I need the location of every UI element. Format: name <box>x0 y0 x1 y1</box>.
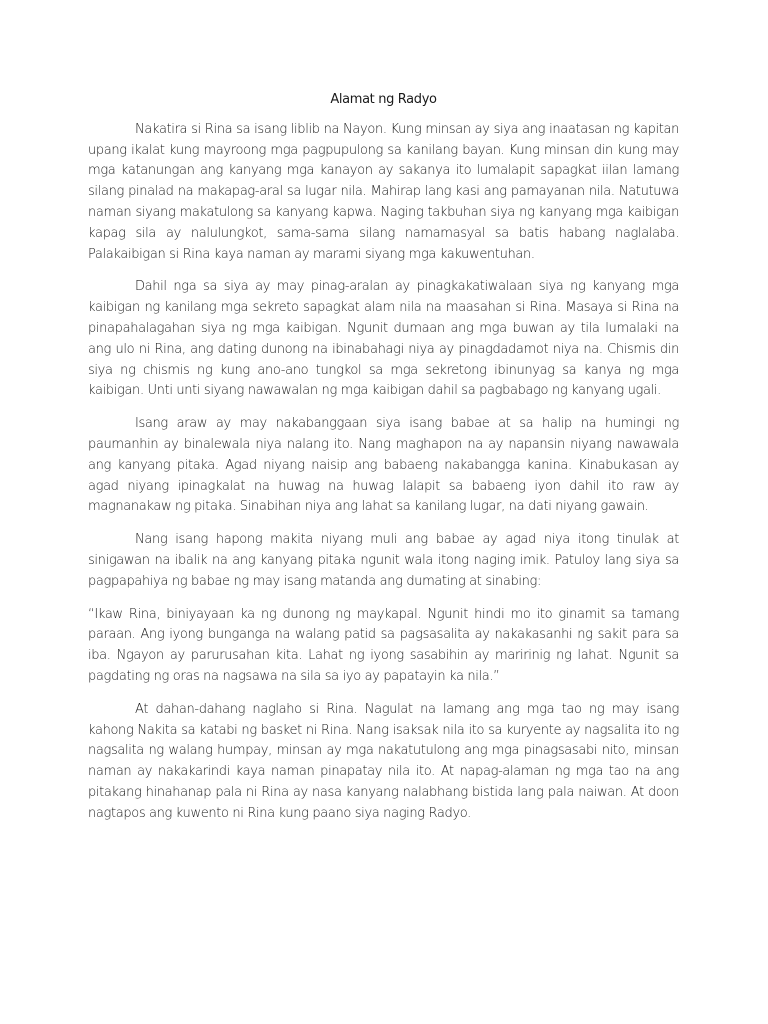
paragraph-3: Isang araw ay may nakabanggaan siya isang babae at sa halip na humingi ng paumanhin ay binalewala niya nalang ito. Nang maghapon na ay napansin niyang nawawala ang kanyang pitaka. Agad niyang naisip ang babaeng nakabangga kanina. Kinabukasan ay agad niyang ipinagkalat na huwag na huwag lalapit sa babaeng iyon dahil ito raw ay magnanakaw ng pitaka. Sinabihan niya ang lahat sa kanilang lugar, na dati niyang gawain. <box>88 416 679 515</box>
document-title: Alamat ng Radyo <box>330 92 437 107</box>
document-page <box>88 90 679 837</box>
paragraph-6: At dahan-dahang naglaho si Rina. Nagulat na lamang ang mga tao ng may isang kahong Nakita sa katabi ng basket ni Rina. Nang isaksak nila ito sa kuryente ay nagsalita ito ng nagsalita ng walang humpay, minsan ay mga nakatutulong ang mga pinagsasabi nito, minsan naman ay nakakarindi kaya naman pinapatay nila ito. At napag-alaman ng mga tao na ang pitakang hinahanap pala ni Rina ay nasa kanyang nalabhang bistida lang pala naiwan. At doon nagtapos ang kuwento ni Rina kung paano siya naging Radyo. <box>88 701 679 821</box>
paragraph-2: Dahil nga sa siya ay may pinag-aralan ay pinagkakatiwalaan siya ng kanyang mga kaibigan ng kanilang mga sekreto sapagkat alam nila na maasahan si Rina. Masaya si Rina na pinapahalagahan siya ng mga kaibigan. Ngunit dumaan ang mga buwan ay tila lumalaki na ang ulo ni Rina, ang dating dunong na ibinabahagi niya ay pinagdadamot niya na. Chismis din siya ng chismis ng kung ano-ano tungkol sa mga sekretong ibinunyag sa kanya ng mga kaibigan. Unti unti siyang nawawalan ng mga kaibigan dahil sa pagbabago ng kanyang ugali. <box>88 279 679 399</box>
quote-paragraph: “Ikaw Rina, biniyayaan ka ng dunong ng maykapal. Ngunit hindi mo ito ginamit sa tamang paraan. Ang iyong bunganga na walang patid sa pagsasalita ay nakakasanhi ng sakit para sa iba. Ngayon ay parurusahan kita. Lahat ng iyong sasabihin ay maririnig ng lahat. Ngunit sa pagdating ng oras na nagsawa na sila sa iyo ay papatayin ka nila.” <box>88 606 679 684</box>
paragraph-4: Nang isang hapong makita niyang muli ang babae ay agad niya itong tinulak at sinigawan na ibalik na ang kanyang pitaka ngunit wala itong naging imik. Patuloy lang siya sa pagpapahiya ng babae ng may isang matanda ang dumating at sinabing: <box>88 532 679 589</box>
paragraph-1: Nakatira si Rina sa isang liblib na Nayon. Kung minsan ay siya ang inaatasan ng kapitan upang ikalat kung mayroong mga pagpupulong sa kanilang bayan. Kung minsan din kung may mga katanungan ang kanyang mga kanayon ay sakanya ito lumalapit sapagkat iilan lamang silang pinalad na makapag-aral sa lugar nila. Mahirap lang kasi ang pamayanan nila. Natutuwa naman siyang makatulong sa kanyang kapwa. Naging takbuhan siya ng kanyang mga kaibigan kapag sila ay nalulungkot, sama-sama silang namamasyal sa batis habang naglalaba. Palakaibigan si Rina kaya naman ay marami siyang mga kakuwentuhan. <box>88 121 679 262</box>
